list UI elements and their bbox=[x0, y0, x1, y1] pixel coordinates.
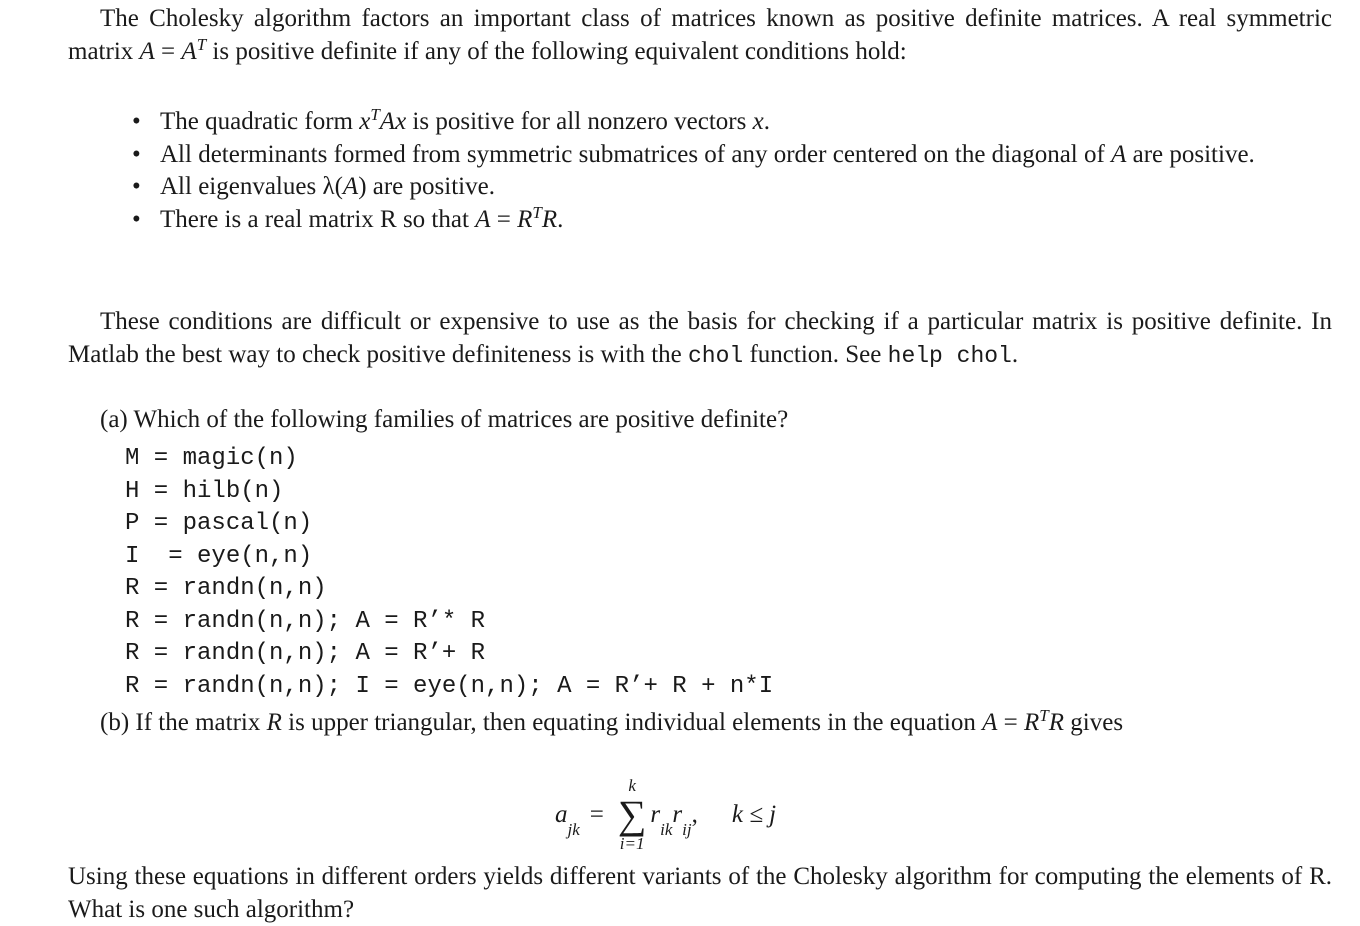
code-line: P = pascal(n) bbox=[125, 510, 313, 537]
math-variable: A bbox=[342, 173, 359, 200]
text-run: . bbox=[557, 205, 564, 233]
bullet-icon: • bbox=[132, 205, 141, 233]
formula-term1: r bbox=[650, 800, 661, 828]
text-run: function. See bbox=[743, 340, 888, 368]
math-variable: A bbox=[982, 709, 998, 736]
text-run: is positive definite if any of the following equivalent conditions hold: bbox=[206, 37, 907, 65]
math-superscript: T bbox=[1039, 706, 1049, 725]
checking-paragraph bbox=[68, 306, 1332, 372]
math-variable: x bbox=[752, 108, 764, 135]
code-line: I = eye(n,n) bbox=[125, 542, 313, 570]
text-run: . bbox=[1011, 340, 1019, 368]
math-variable: A bbox=[1111, 140, 1127, 168]
sum-symbol: ∑ bbox=[617, 792, 647, 837]
bullet-icon: • bbox=[132, 140, 141, 168]
text-run: is upper triangular, then equating individual elements in the equation bbox=[281, 709, 983, 736]
closing-paragraph bbox=[68, 861, 1332, 926]
code-line: R = randn(n,n); I = eye(n,n); A = R’+ R + n*I bbox=[125, 672, 774, 700]
text-run: There is a real matrix R so that bbox=[160, 205, 476, 233]
text-run: ) are positive. bbox=[358, 173, 495, 200]
bullet-icon: • bbox=[132, 173, 141, 200]
sum-upper-limit: k bbox=[628, 776, 636, 795]
text-run: All determinants formed from symmetric submatrices of any order centered on the diagonal of bbox=[160, 140, 1112, 168]
code-line: M = magic(n) bbox=[125, 445, 298, 472]
math-superscript: T bbox=[196, 34, 207, 54]
code-line: R = randn(n,n) bbox=[125, 575, 327, 602]
math-variable: A bbox=[475, 205, 491, 233]
formula-lhs: a bbox=[555, 800, 568, 828]
condition-item bbox=[132, 171, 1332, 204]
text-run: = bbox=[490, 205, 518, 233]
cholesky-equation bbox=[555, 776, 776, 854]
question-b bbox=[68, 707, 1332, 740]
formula-lhs-subscript: jk bbox=[567, 820, 580, 839]
math-variable: Ax bbox=[379, 108, 407, 135]
formula-term1-subscript: ik bbox=[660, 820, 673, 839]
text-run: (a) Which of the following families of matrices are positive definite? bbox=[100, 406, 789, 433]
intro-paragraph bbox=[68, 3, 1332, 68]
inline-code: help chol bbox=[887, 342, 1012, 369]
code-line: H = hilb(n) bbox=[125, 477, 284, 505]
math-variable: R bbox=[1048, 709, 1065, 736]
inline-code: chol bbox=[688, 342, 744, 369]
math-superscript: T bbox=[370, 105, 380, 124]
math-variable: R bbox=[541, 205, 558, 233]
text-run: The Cholesky algorithm factors an important class of matrices known as positive definite matrices. A real symmetric matrix bbox=[68, 5, 1332, 65]
text-run: are positive. bbox=[1126, 140, 1255, 168]
sum-lower-limit: i=1 bbox=[619, 834, 645, 853]
text-run: = bbox=[997, 709, 1024, 736]
text-run: . bbox=[763, 108, 770, 135]
math-variable: R bbox=[266, 709, 282, 736]
condition-item bbox=[132, 139, 1332, 172]
question-a bbox=[68, 404, 1332, 437]
formula-condition: k ≤ j bbox=[731, 800, 777, 828]
bullet-icon: • bbox=[132, 108, 141, 135]
condition-item bbox=[132, 202, 1332, 237]
text-run: = bbox=[154, 37, 182, 65]
text-run: These conditions are difficult or expensive to use as the basis for checking if a particular matrix is positive definite. In Matlab the best way to check positive definiteness is with the bbox=[68, 308, 1332, 368]
code-line: R = randn(n,n); A = R’+ R bbox=[125, 640, 486, 667]
formula-equals: = bbox=[589, 800, 604, 828]
conditions-list bbox=[132, 105, 1332, 236]
condition-item bbox=[132, 105, 1332, 139]
math-variable: A bbox=[139, 37, 155, 65]
text-run: All eigenvalues λ( bbox=[160, 173, 343, 200]
formula-comma: , bbox=[691, 800, 698, 828]
text-run: (b) If the matrix bbox=[100, 709, 267, 736]
text-run: gives bbox=[1064, 709, 1124, 736]
matrix-families-code bbox=[125, 443, 773, 703]
math-variable: A bbox=[181, 37, 197, 65]
formula-term2-subscript: ij bbox=[682, 820, 692, 839]
text-run: Using these equations in different orders yields different variants of the Cholesky algorithm for computing the elements of R. What is one such algorithm? bbox=[68, 863, 1332, 923]
text-run: is positive for all nonzero vectors bbox=[406, 108, 753, 135]
math-variable: x bbox=[359, 108, 371, 135]
text-run: The quadratic form bbox=[160, 108, 360, 135]
math-superscript: T bbox=[532, 202, 542, 222]
code-line: R = randn(n,n); A = R’* R bbox=[125, 607, 486, 635]
summation bbox=[618, 777, 647, 853]
formula-term2: r bbox=[672, 800, 683, 828]
math-variable: R bbox=[1024, 709, 1040, 736]
math-variable: R bbox=[517, 205, 533, 233]
